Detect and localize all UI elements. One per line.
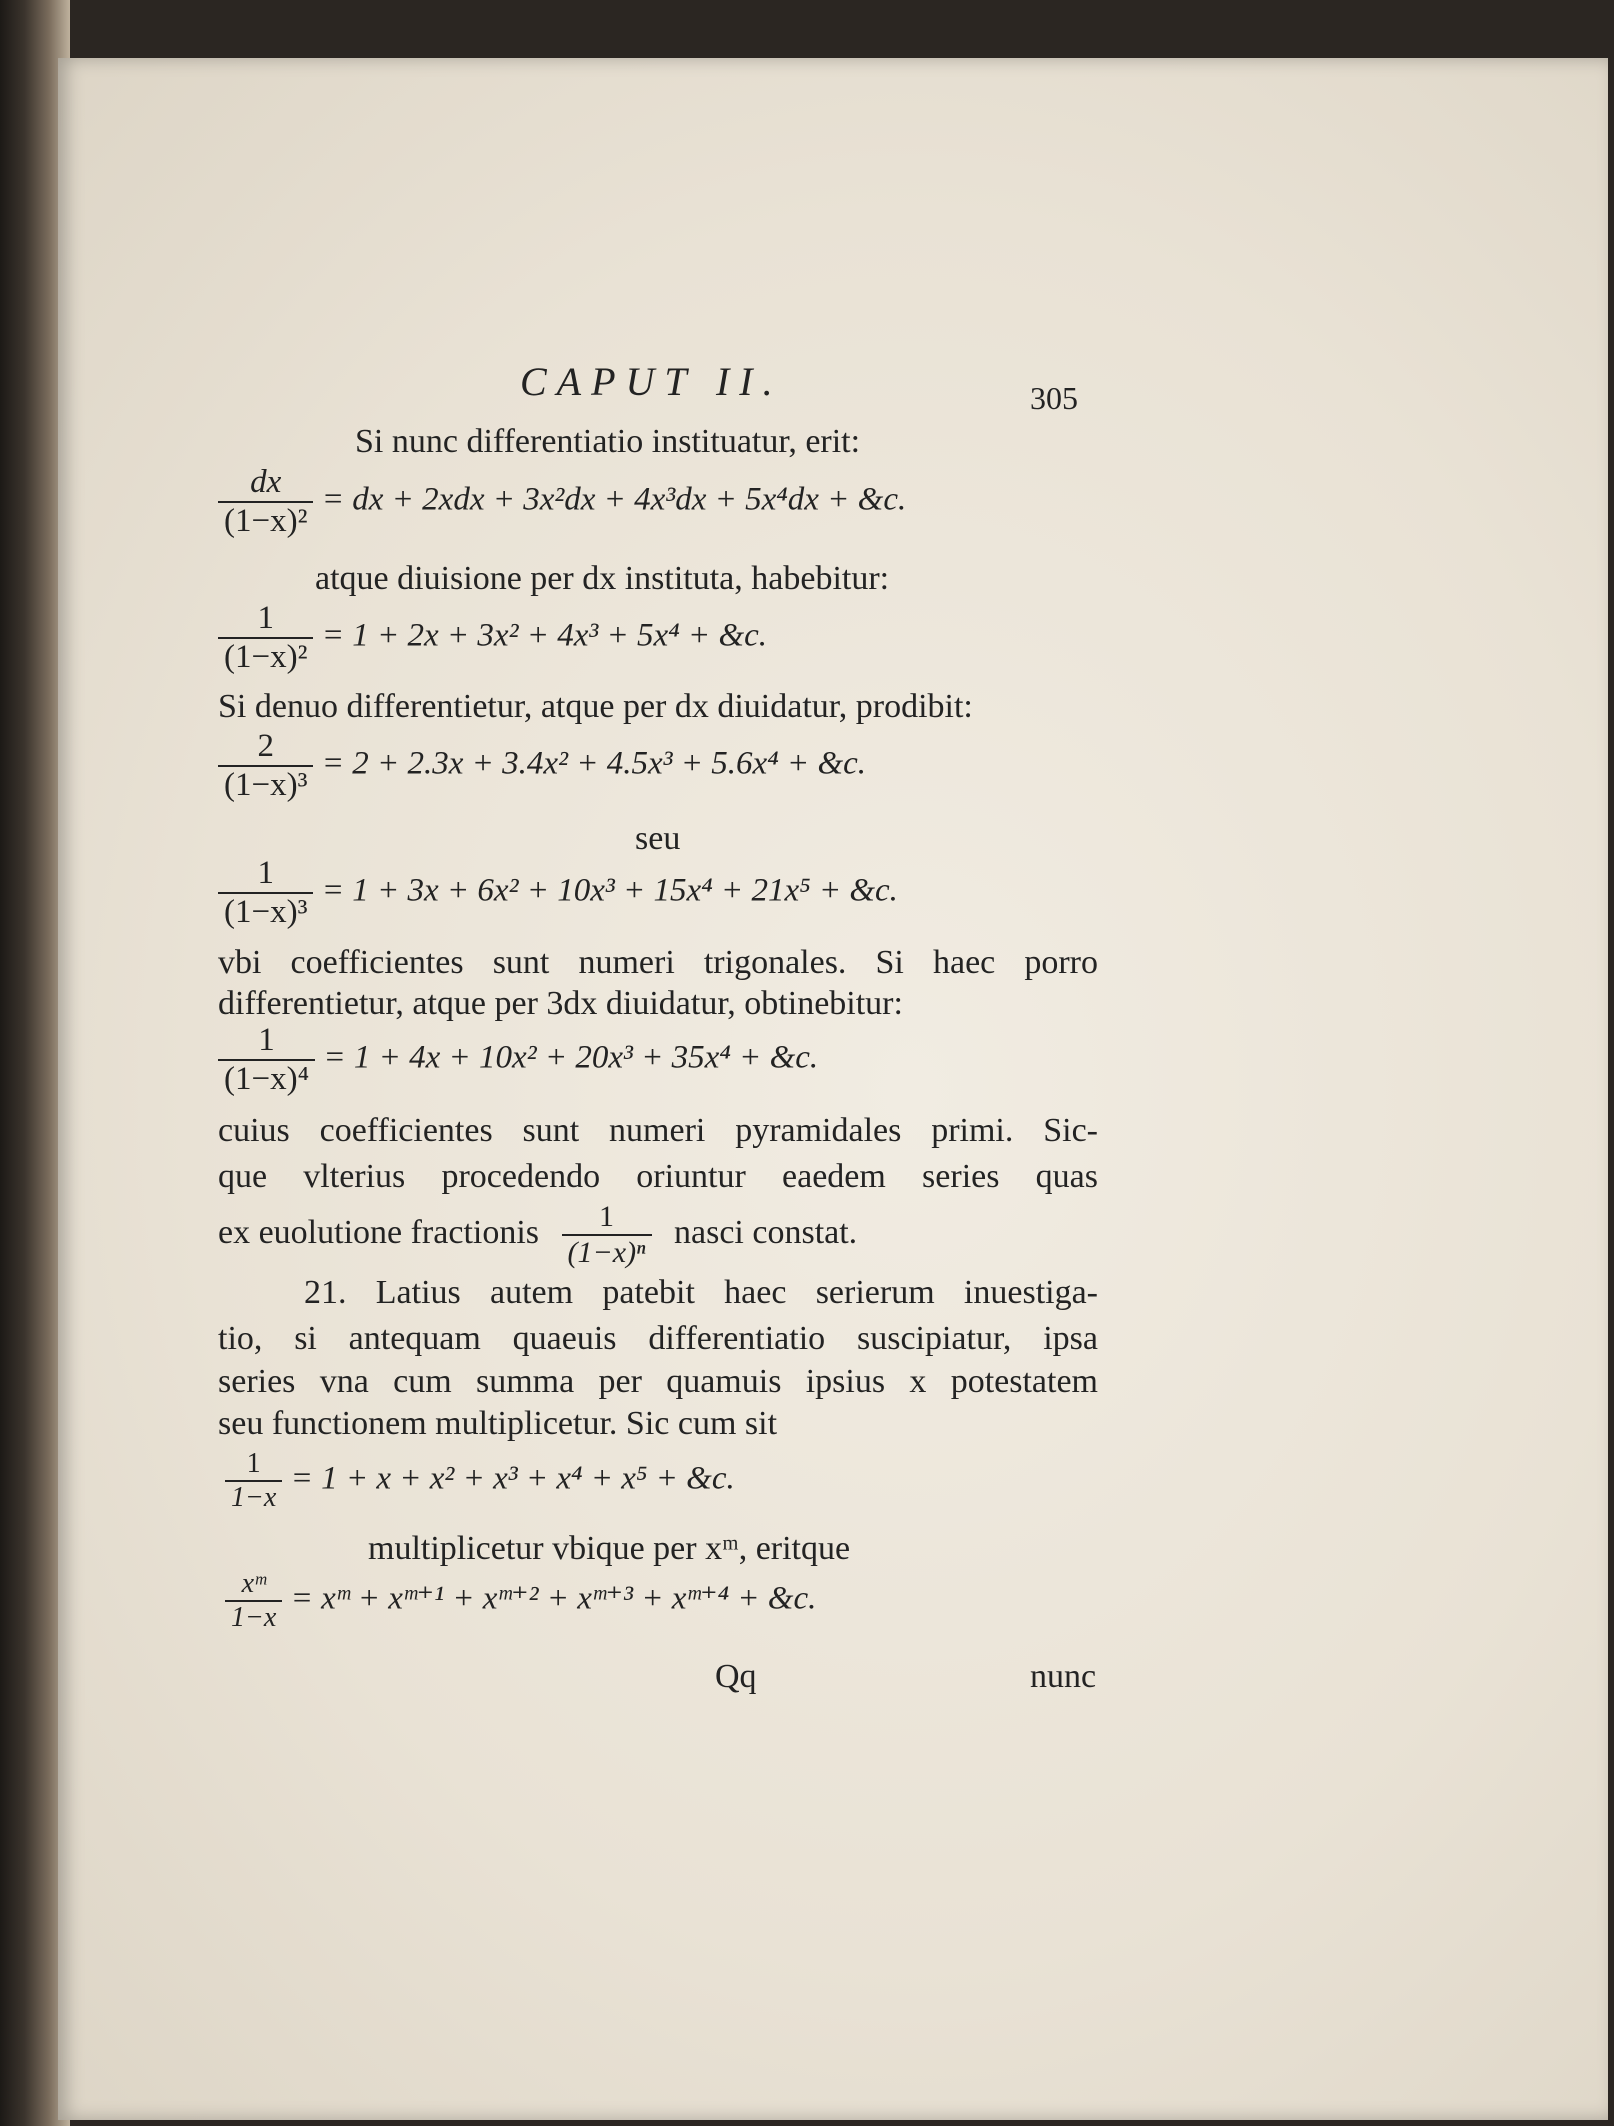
equation-2 [218, 600, 767, 676]
signature-mark: Qq [715, 1658, 757, 1695]
eq5-denominator: (1−x)⁴ [224, 1061, 310, 1097]
text-line-4: multiplicetur vbique per xᵐ, eritque [368, 1530, 851, 1567]
equation-6 [225, 1448, 735, 1514]
page-number: 305 [1030, 380, 1078, 416]
eq4-numerator: 1 [218, 855, 313, 894]
equation-4 [218, 855, 898, 931]
paragraph-1-line-1: vbi coefficientes sunt numeri trigonales. Si haec porro [218, 944, 1098, 981]
inline-fraction-numerator: 1 [562, 1200, 652, 1236]
paragraph-2-line-1: cuius coefficientes sunt numeri pyramidales primi. Sic- [218, 1112, 1098, 1149]
eq6-rhs: = 1 + x + x² + x³ + x⁴ + x⁵ + &c. [290, 1460, 735, 1497]
eq2-denominator: (1−x)² [224, 639, 308, 675]
eq7-denominator: 1−x [231, 1602, 277, 1633]
paragraph-2-line-3 [218, 1200, 857, 1270]
eq1-rhs: = dx + 2xdx + 3x²dx + 4x³dx + 5x⁴dx + &c. [321, 481, 907, 518]
text-line-1: Si nunc differentiatio instituatur, erit: [355, 423, 861, 460]
eq4-denominator: (1−x)³ [224, 894, 308, 930]
eq3-numerator: 2 [218, 728, 313, 767]
paragraph-3-line-1: 21. Latius autem patebit haec serierum inuestiga- [304, 1274, 1098, 1311]
paragraph-1-line-2: differentietur, atque per 3dx diuidatur, obtinebitur: [218, 985, 903, 1022]
equation-3 [218, 728, 866, 804]
catchword: nunc [1030, 1658, 1097, 1695]
equation-5 [218, 1022, 818, 1098]
eq3-denominator: (1−x)³ [224, 767, 308, 803]
eq7-rhs: = xᵐ + xᵐ⁺¹ + xᵐ⁺² + xᵐ⁺³ + xᵐ⁺⁴ + &c. [290, 1580, 817, 1617]
eq5-rhs: = 1 + 4x + 10x² + 20x³ + 35x⁴ + &c. [323, 1039, 819, 1076]
text-line-2: atque diuisione per dx instituta, habebitur: [315, 560, 890, 597]
equation-1 [218, 464, 906, 540]
paragraph-3-line-3: series vna cum summa per quamuis ipsius x potestatem [218, 1363, 1098, 1400]
eq5-numerator: 1 [218, 1022, 315, 1061]
eq1-denominator: (1−x)² [224, 503, 308, 539]
equation-7 [225, 1568, 816, 1634]
fraction-outro-text: nasci constat. [674, 1213, 858, 1251]
paragraph-3-line-2: tio, si antequam quaeuis differentiatio suscipiatur, ipsa [218, 1320, 1098, 1357]
eq1-numerator: dx [218, 464, 313, 503]
eq6-numerator: 1 [225, 1448, 282, 1482]
running-head: CAPUT II. [520, 359, 783, 404]
text-seu: seu [635, 820, 681, 857]
text-line-3: Si denuo differentietur, atque per dx diuidatur, prodibit: [218, 688, 973, 725]
eq3-rhs: = 2 + 2.3x + 3.4x² + 4.5x³ + 5.6x⁴ + &c. [321, 745, 867, 782]
inline-fraction-denominator: (1−x)ⁿ [567, 1236, 646, 1269]
eq2-rhs: = 1 + 2x + 3x² + 4x³ + 5x⁴ + &c. [321, 617, 768, 654]
eq2-numerator: 1 [218, 600, 313, 639]
paragraph-3-line-4: seu functionem multiplicetur. Sic cum sit [218, 1405, 778, 1442]
eq4-rhs: = 1 + 3x + 6x² + 10x³ + 15x⁴ + 21x⁵ + &c. [321, 872, 898, 909]
eq7-numerator: xᵐ [225, 1568, 282, 1602]
fraction-intro-text: ex euolutione fractionis [218, 1213, 540, 1251]
eq6-denominator: 1−x [231, 1482, 277, 1513]
paragraph-2-line-2: que vlterius procedendo oriuntur eaedem series quas [218, 1158, 1098, 1195]
